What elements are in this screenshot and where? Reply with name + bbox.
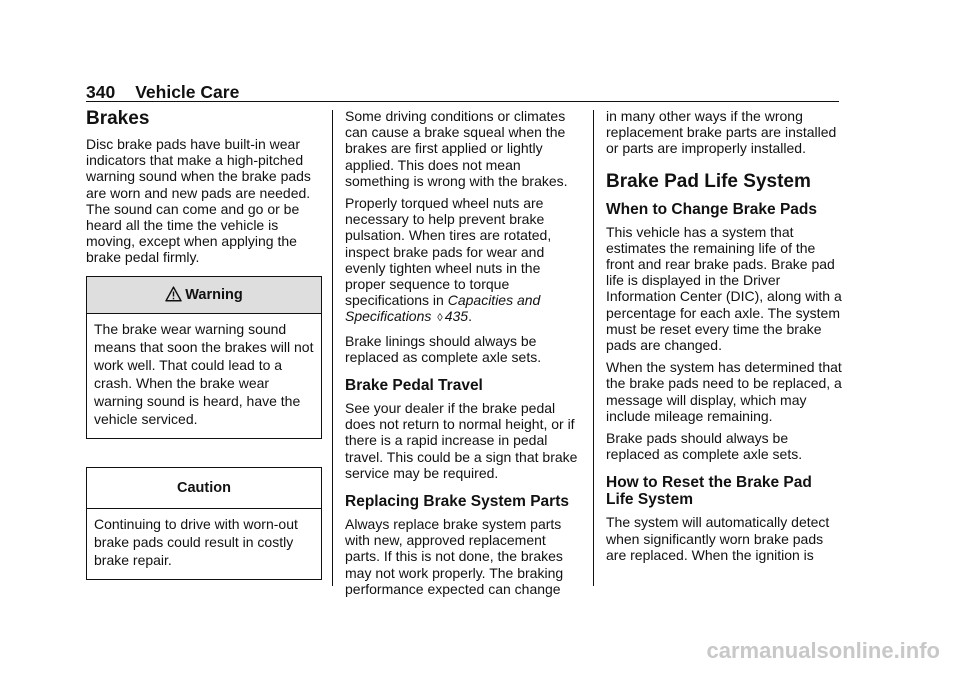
column-2	[345, 108, 581, 603]
column-3	[606, 108, 842, 569]
when-to-change-heading: When to Change Brake Pads	[606, 200, 818, 218]
warning-text: The brake wear warning sound means that soon the brakes will not work well. That could lead to a crash. When the brake wear warning sound is heard, have the vehicle serviced.	[94, 320, 314, 427]
column-divider-1	[332, 110, 333, 586]
page-header	[86, 82, 239, 103]
squeal-paragraph: Some driving conditions or climates can cause a brake squeal when the brakes are first applied or lightly applied. This does not mean something is wrong with the brakes.	[345, 108, 568, 189]
warning-box	[86, 276, 322, 439]
linings-paragraph: Brake linings should always be replaced as complete axle sets.	[345, 332, 542, 365]
section-title: Vehicle Care	[135, 82, 240, 102]
capacities-link[interactable]: Capacities and Specifications	[345, 292, 541, 325]
caution-box	[86, 467, 322, 580]
when-paragraph-2: When the system has determined that the brake pads need to be replaced, a message will display, which may include mileage remaining.	[606, 359, 842, 424]
page-ref-number[interactable]: 435	[444, 308, 469, 325]
column-1	[86, 108, 322, 580]
header-rule	[86, 101, 839, 102]
pedal-travel-heading: Brake Pedal Travel	[345, 377, 483, 395]
column-divider-2	[593, 110, 594, 586]
when-paragraph-3: Brake pads should always be replaced as complete axle sets.	[606, 430, 803, 463]
replacing-parts-heading: Replacing Brake System Parts	[345, 493, 569, 511]
page-ref-icon: ◊	[437, 312, 443, 325]
brakes-heading: Brakes	[86, 108, 150, 129]
replacing-parts-text: Always replace brake system parts with new, approved replacement parts. If this is not done, the brakes may not work properly. The braking performance expected can change	[345, 516, 564, 597]
continued-paragraph: in many other ways if the wrong replacement brake parts are installed or parts are improperly installed.	[606, 108, 837, 157]
wheel-nut-paragraph: Properly torqued wheel nuts are necessary to help prevent brake pulsation. When tires are rotated, inspect brake pads for wear and evenly tighten wheel nuts in the proper sequence to torque specifications in Capacities and Specifications ◊ 435.	[345, 195, 552, 325]
when-paragraph-1: This vehicle has a system that estimates the remaining life of the front and rear brake pads. Brake pad life is displayed in the Driver Information Center (DIC), along with a percentage for each axle. The system must be reset every time the brake pads are changed.	[606, 223, 842, 354]
watermark: carmanualsonline.info	[706, 638, 940, 663]
reset-heading: How to Reset the Brake Pad Life System	[606, 474, 812, 509]
warning-header	[87, 277, 321, 314]
brake-pad-life-heading: Brake Pad Life System	[606, 170, 811, 192]
caution-text: Continuing to drive with worn-out brake pads could result in costly brake repair.	[94, 515, 298, 568]
caution-title: Caution	[87, 468, 321, 509]
reset-text: The system will automatically detect when significantly worn brake pads are replaced. When the ignition is	[606, 514, 830, 563]
warning-triangle-icon	[165, 280, 182, 316]
brakes-intro: Disc brake pads have built-in wear indicators that make a high-pitched warning sound when the brake pads are worn and new pads are needed. The sound can come and go or be heard all the time the vehicle is moving, except when applying the brake pedal firmly.	[86, 136, 311, 266]
pedal-travel-text: See your dealer if the brake pedal does not return to normal height, or if there is a rapid increase in pedal travel. This could be a sign that brake service may be required.	[345, 400, 578, 481]
page-number: 340	[86, 82, 116, 102]
warning-title: Warning	[185, 286, 243, 303]
